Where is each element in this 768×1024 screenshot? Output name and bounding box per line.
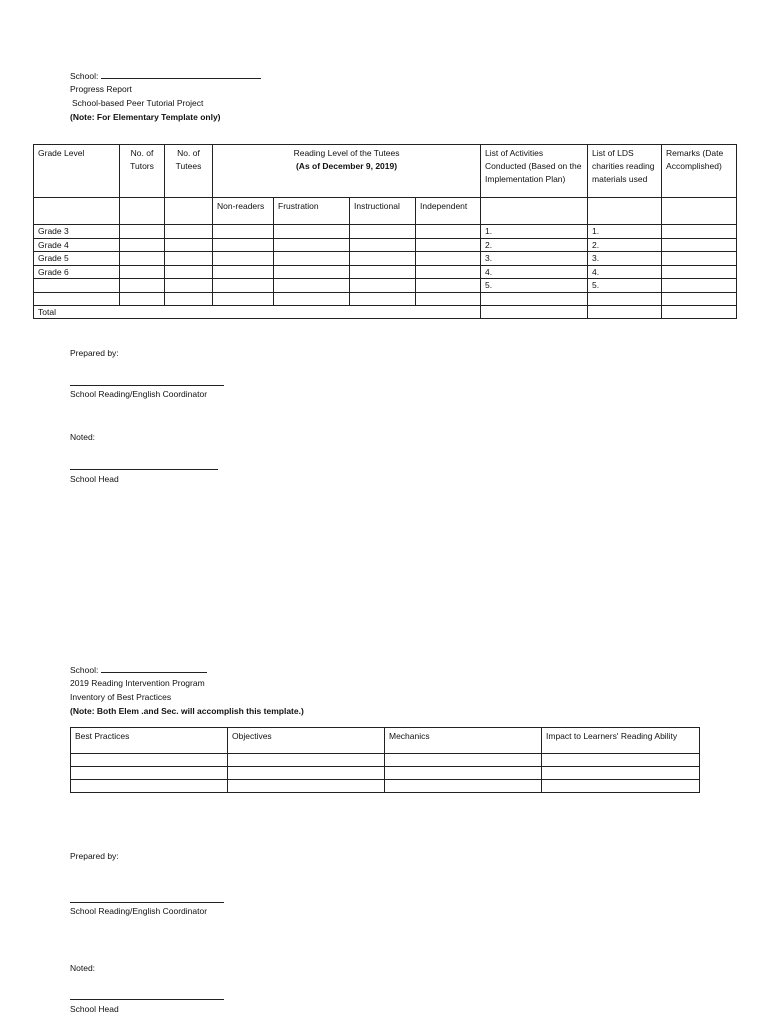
header-best-practices: Best Practices [71, 728, 228, 754]
grade-cell [34, 279, 120, 293]
school-label: School: [70, 71, 99, 81]
prepared-by-label: Prepared by: [70, 851, 119, 861]
school-field-1 [70, 69, 261, 83]
total-row [34, 305, 737, 319]
prepared-by-label: Prepared by: [70, 348, 119, 358]
lds-cell: 1. [588, 225, 662, 239]
coordinator-label: School Reading/English Coordinator [70, 906, 208, 916]
best-practices-table [70, 727, 700, 793]
noted-label: Noted: [70, 963, 96, 973]
lds-cell [588, 292, 662, 305]
table-row [34, 265, 737, 279]
signature-line [70, 469, 218, 470]
header-tutors: No. of Tutors [120, 145, 165, 198]
table-row [34, 292, 737, 305]
header-mechanics: Mechanics [385, 728, 542, 754]
subheader-independent: Independent [416, 198, 481, 225]
header-lds: List of LDS charities reading materials used [588, 145, 662, 198]
project-title: School-based Peer Tutorial Project [72, 98, 204, 108]
program-title: 2019 Reading Intervention Program [70, 678, 205, 688]
grade-cell: Grade 6 [34, 265, 120, 279]
school-blank [101, 663, 207, 673]
school-head-label: School Head [70, 1004, 119, 1014]
header-grade-level: Grade Level [34, 145, 120, 198]
table-row [34, 279, 737, 293]
activity-cell: 3. [481, 252, 588, 266]
signature-line [70, 902, 224, 903]
table-row [71, 767, 700, 780]
activity-cell: 5. [481, 279, 588, 293]
header-remarks: Remarks (Date Accomplished) [662, 145, 737, 198]
header-row [34, 145, 737, 198]
lds-cell: 4. [588, 265, 662, 279]
coordinator-label: School Reading/English Coordinator [70, 389, 208, 399]
template-note: (Note: For Elementary Template only) [70, 112, 221, 122]
lds-cell: 2. [588, 238, 662, 252]
table-row [34, 225, 737, 239]
noted-label: Noted: [70, 432, 96, 442]
school-label: School: [70, 665, 99, 675]
table-row [34, 252, 737, 266]
inventory-title: Inventory of Best Practices [70, 692, 172, 702]
subheader-non-readers: Non-readers [213, 198, 274, 225]
activity-cell: 4. [481, 265, 588, 279]
table-row [34, 238, 737, 252]
progress-table [33, 144, 737, 319]
lds-cell: 5. [588, 279, 662, 293]
subheader-instructional: Instructional [350, 198, 416, 225]
subheader-frustration: Frustration [274, 198, 350, 225]
total-label: Total [34, 305, 481, 319]
table-row [71, 780, 700, 793]
header-activities: List of Activities Conducted (Based on the Implementation Plan) [481, 145, 588, 198]
header-tutees: No. of Tutees [165, 145, 213, 198]
table-row [71, 754, 700, 767]
signature-line [70, 999, 224, 1000]
reading-level-label: Reading Level of the Tutees [293, 148, 400, 158]
school-blank [101, 69, 261, 79]
lds-cell: 3. [588, 252, 662, 266]
school-field-2 [70, 663, 207, 677]
header-row [71, 728, 700, 754]
subheader-row [34, 198, 737, 225]
grade-cell: Grade 4 [34, 238, 120, 252]
report-title: Progress Report [70, 84, 132, 94]
grade-cell: Grade 3 [34, 225, 120, 239]
activity-cell [481, 292, 588, 305]
template-note: (Note: Both Elem .and Sec. will accomplish this template.) [70, 706, 304, 716]
grade-cell: Grade 5 [34, 252, 120, 266]
reading-level-date: (As of December 9, 2019) [295, 161, 398, 171]
header-impact: Impact to Learners' Reading Ability [542, 728, 700, 754]
school-head-label: School Head [70, 474, 119, 484]
grade-cell [34, 292, 120, 305]
header-reading-level [213, 145, 481, 198]
header-objectives: Objectives [228, 728, 385, 754]
signature-line [70, 385, 224, 386]
activity-cell: 1. [481, 225, 588, 239]
activity-cell: 2. [481, 238, 588, 252]
